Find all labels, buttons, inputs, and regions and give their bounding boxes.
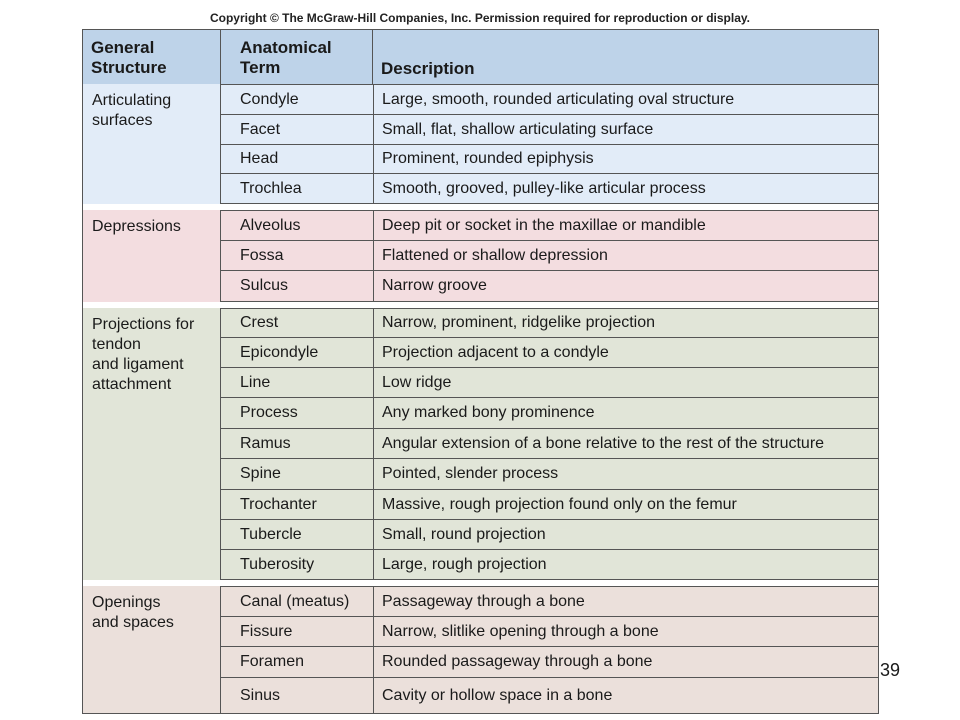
- table-row: [220, 145, 878, 174]
- table-row: [220, 241, 878, 271]
- description-cell: Small, flat, shallow articulating surface: [373, 115, 878, 144]
- description-cell: Cavity or hollow space in a bone: [373, 678, 878, 714]
- description-cell: Low ridge: [373, 368, 878, 397]
- table-row: [220, 429, 878, 459]
- group-name-line: surfaces: [92, 112, 153, 129]
- term-cell: Foramen: [240, 653, 305, 670]
- table-row: [220, 459, 878, 490]
- copyright-notice: Copyright © The McGraw-Hill Companies, Inc. Permission required for reproduction or display.: [209, 11, 751, 25]
- term-cell: Epicondyle: [240, 343, 319, 361]
- table-header: [83, 30, 878, 84]
- term-cell: Canal (meatus): [240, 592, 350, 610]
- table-row: [220, 617, 878, 647]
- group-name-line: and ligament: [92, 356, 184, 373]
- term-cell: Line: [240, 373, 271, 391]
- header-general-line1: General: [91, 38, 155, 57]
- description-cell: Narrow, slitlike opening through a bone: [373, 617, 878, 646]
- description-cell: Large, smooth, rounded articulating oval structure: [373, 85, 878, 114]
- term-cell: Sinus: [240, 687, 281, 704]
- description-cell: Massive, rough projection found only on the femur: [373, 490, 878, 519]
- header-general-line2: Structure: [91, 58, 167, 77]
- table-row: [220, 647, 878, 678]
- description-cell: Small, round projection: [373, 520, 878, 549]
- description-cell: Angular extension of a bone relative to the rest of the structure: [373, 429, 878, 458]
- table-row: [220, 115, 878, 145]
- term-cell: Head: [240, 150, 279, 167]
- table-row: [220, 338, 878, 368]
- group-rows: [220, 308, 878, 580]
- term-cell: Trochlea: [240, 179, 302, 197]
- table-row: [220, 174, 878, 204]
- header-term-line2: Term: [240, 58, 281, 77]
- description-cell: Passageway through a bone: [373, 587, 878, 616]
- group-projections: [83, 308, 878, 580]
- group-name: [83, 210, 220, 302]
- group-name-line: Projections for: [92, 316, 195, 333]
- term-cell: Tuberosity: [240, 555, 315, 573]
- description-cell: Projection adjacent to a condyle: [373, 338, 878, 367]
- group-articulating-surfaces: [83, 84, 878, 204]
- description-cell: Any marked bony prominence: [373, 398, 878, 428]
- header-term-line1: Anatomical: [240, 38, 332, 57]
- term-cell: Crest: [240, 314, 279, 331]
- description-cell: Deep pit or socket in the maxillae or mandible: [373, 211, 878, 240]
- header-anatomical-term: [220, 30, 372, 84]
- term-cell: Facet: [240, 120, 281, 138]
- page-number: 39: [880, 660, 901, 680]
- group-rows: [220, 84, 878, 204]
- table-row: [220, 368, 878, 398]
- description-cell: Narrow, prominent, ridgelike projection: [373, 309, 878, 337]
- table-row: [220, 308, 878, 338]
- header-general-structure: [83, 30, 220, 84]
- term-cell: Sulcus: [240, 277, 289, 294]
- term-cell: Fossa: [240, 246, 284, 264]
- header-description: Description: [372, 30, 878, 84]
- bone-markings-table: [82, 29, 879, 714]
- group-rows: [220, 210, 878, 302]
- term-cell: Condyle: [240, 90, 299, 108]
- group-rows: [220, 586, 878, 714]
- term-cell: Process: [240, 404, 298, 421]
- table-row: [220, 586, 878, 617]
- table-row: [220, 398, 878, 429]
- group-name-line: Articulating: [92, 92, 172, 109]
- group-name-line: tendon: [92, 336, 141, 353]
- group-depressions: [83, 210, 878, 302]
- table-row: [220, 210, 878, 241]
- term-cell: Fissure: [240, 622, 293, 640]
- table-row: [220, 520, 878, 550]
- group-name-line: Depressions: [92, 218, 181, 235]
- table-row: [220, 550, 878, 580]
- description-cell: Pointed, slender process: [373, 459, 878, 489]
- term-cell: Tubercle: [240, 525, 302, 543]
- description-cell: Flattened or shallow depression: [373, 241, 878, 270]
- table-row: [220, 84, 878, 115]
- description-cell: Rounded passageway through a bone: [373, 647, 878, 677]
- group-openings-and-spaces: [83, 586, 878, 714]
- term-cell: Spine: [240, 465, 281, 482]
- group-name-line: and spaces: [92, 614, 174, 631]
- term-cell: Alveolus: [240, 216, 301, 234]
- group-name: [83, 308, 220, 580]
- description-cell: Prominent, rounded epiphysis: [373, 145, 878, 173]
- table-row: [220, 271, 878, 302]
- term-cell: Trochanter: [240, 495, 317, 513]
- group-name-line: attachment: [92, 376, 172, 393]
- table-row: [220, 490, 878, 520]
- description-cell: Large, rough projection: [373, 550, 878, 579]
- group-name: [83, 586, 220, 714]
- group-name-line: Openings: [92, 594, 161, 611]
- group-name: [83, 84, 220, 204]
- description-cell: Narrow groove: [373, 271, 878, 301]
- term-cell: Ramus: [240, 434, 291, 452]
- description-cell: Smooth, grooved, pulley-like articular process: [373, 174, 878, 203]
- table-row: [220, 678, 878, 714]
